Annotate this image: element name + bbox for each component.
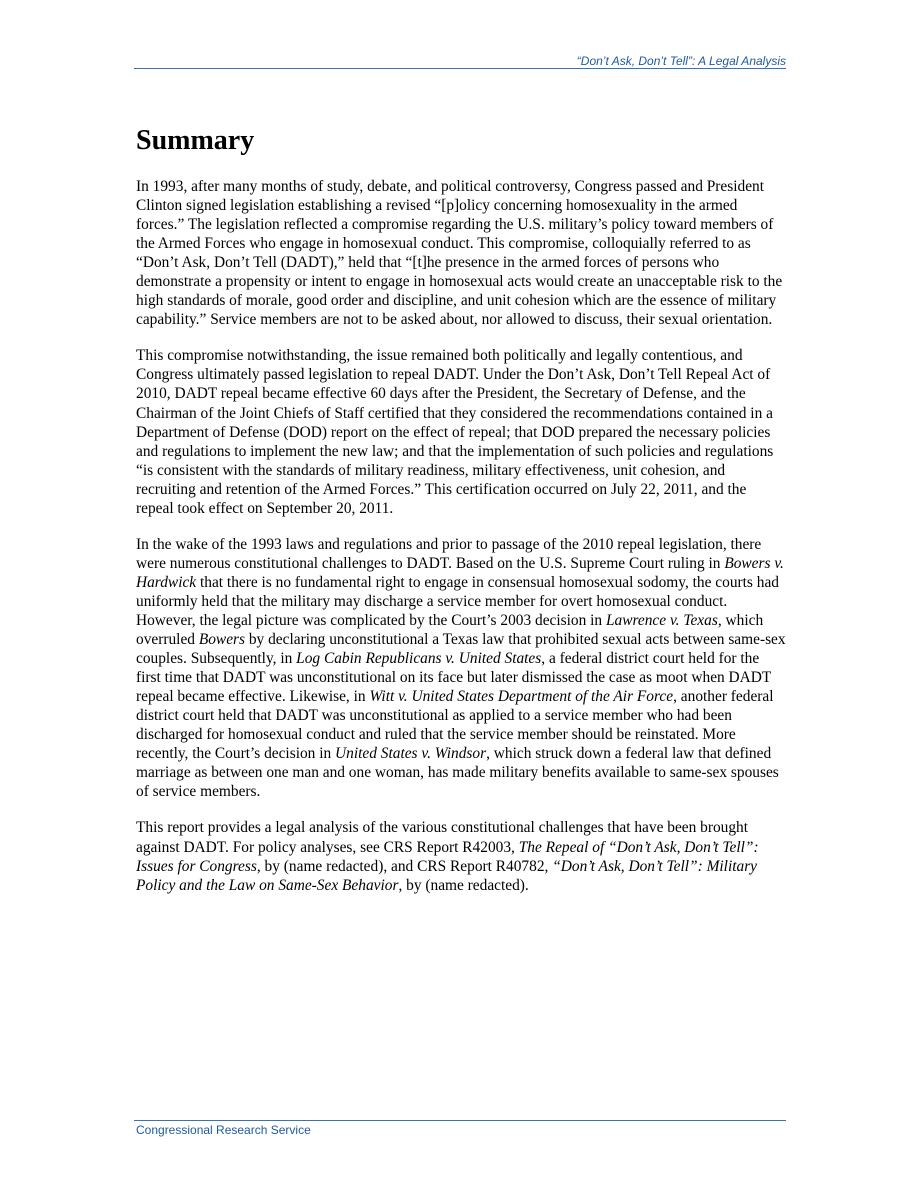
case-name: Bowers v. Hardwick xyxy=(136,554,784,591)
report-title: “Don’t Ask, Don’t Tell”: Military Policy and the Law on Same-Sex Behavior xyxy=(136,857,758,894)
case-name: United States v. Windsor xyxy=(335,745,487,763)
paragraph-3-text: In the wake of the 1993 laws and regulations and prior to passage of the 2010 repeal legislation, there were numerous constitutional challenges to DADT. Based on the U.S. Supreme Court ruling in xyxy=(136,535,762,572)
paragraph-3-text: , a federal district court held for the first time that DADT was unconstitutional on its face but later dismissed the case as moot when DADT repeal became effective. Likewise, in xyxy=(136,650,772,706)
paragraph-4-text: , by (name redacted). xyxy=(398,876,529,894)
paragraph-1: In 1993, after many months of study, debate, and political controversy, Congress passed and President Clinton signed legislation establishing a revised “[p]olicy concerning homosexuality in the armed forces.” The legislation reflected a compromise regarding the U.S. military’s policy toward members of the Armed Forces who engage in homosexual conduct. This compromise, colloquially referred to as “Don’t Ask, Don’t Tell (DADT),” held that “[t]he presence in the armed forces of persons who demonstrate a propensity or intent to engage in homosexual acts would create an unacceptable risk to the high standards of morale, good order and discipline, and unit cohesion which are the essence of military capability.” Service members are not to be asked about, nor allowed to discuss, their sexual orientation. xyxy=(136,178,783,329)
summary-body xyxy=(136,177,786,912)
case-name: Log Cabin Republicans v. United States xyxy=(296,650,542,668)
paragraph-2: This compromise notwithstanding, the issue remained both politically and legally contentious, and Congress ultimately passed legislation to repeal DADT. Under the Don’t Ask, Don’t Tell Repeal Act of 2010, DADT repeal became effective 60 days after the President, the Secretary of Defense, and the Chairman of the Joint Chiefs of Staff certified that they considered the recommendations contained in a Department of Defense (DOD) report on the effect of repeal; that DOD prepared the necessary policies and regulations to implement the new law; and that the implementation of such policies and regulations “is consistent with the standards of military readiness, military effectiveness, unit cohesion, and recruiting and retention of the Armed Forces.” This certification occurred on July 22, 2011, and the repeal took effect on September 20, 2011. xyxy=(136,347,774,517)
paragraph-3-text: that there is no fundamental right to engage in consensual homosexual sodomy, the courts had uniformly held that the military may discharge a service member for overt homosexual conduct. However, the legal picture was complicated by the Court’s 2003 decision in xyxy=(136,573,779,629)
footer-divider xyxy=(134,1120,786,1121)
paragraph-3 xyxy=(136,535,786,802)
case-name: Lawrence v. Texas xyxy=(605,611,718,629)
paragraph-3-text: by declaring unconstitutional a Texas law that prohibited sexual acts between same-sex couples. Subsequently, in xyxy=(136,631,786,668)
report-title: The Repeal of “Don’t Ask, Don’t Tell”: Issues for Congress xyxy=(136,838,759,875)
case-name: Bowers xyxy=(198,631,246,649)
paragraph-4-text: This report provides a legal analysis of the various constitutional challenges that have been brought against DADT. For policy analyses, see CRS Report R42003, xyxy=(136,819,749,856)
paragraph-3-text: , which overruled xyxy=(136,611,764,649)
paragraph-3-text: , which struck down a federal law that defined marriage as between one man and one woman, has made military benefits available to same-sex spouses of service members. xyxy=(136,745,779,801)
section-title: Summary xyxy=(136,125,255,156)
paragraph-3-text: , another federal district court held that DADT was unconstitutional as applied to a service member who had been discharged for homosexual conduct and ruled that the service member should be reinstated. More recently, the Court’s decision in xyxy=(136,688,774,763)
footer-organization: Congressional Research Service xyxy=(136,1123,311,1137)
header-divider xyxy=(134,68,786,69)
paragraph-4 xyxy=(136,818,786,894)
running-header: “Don’t Ask, Don’t Tell”: A Legal Analysis xyxy=(576,54,786,68)
case-name: Witt v. United States Department of the Air Force xyxy=(369,688,674,706)
paragraph-4-text: , by (name redacted), and CRS Report R40782, xyxy=(256,857,553,875)
